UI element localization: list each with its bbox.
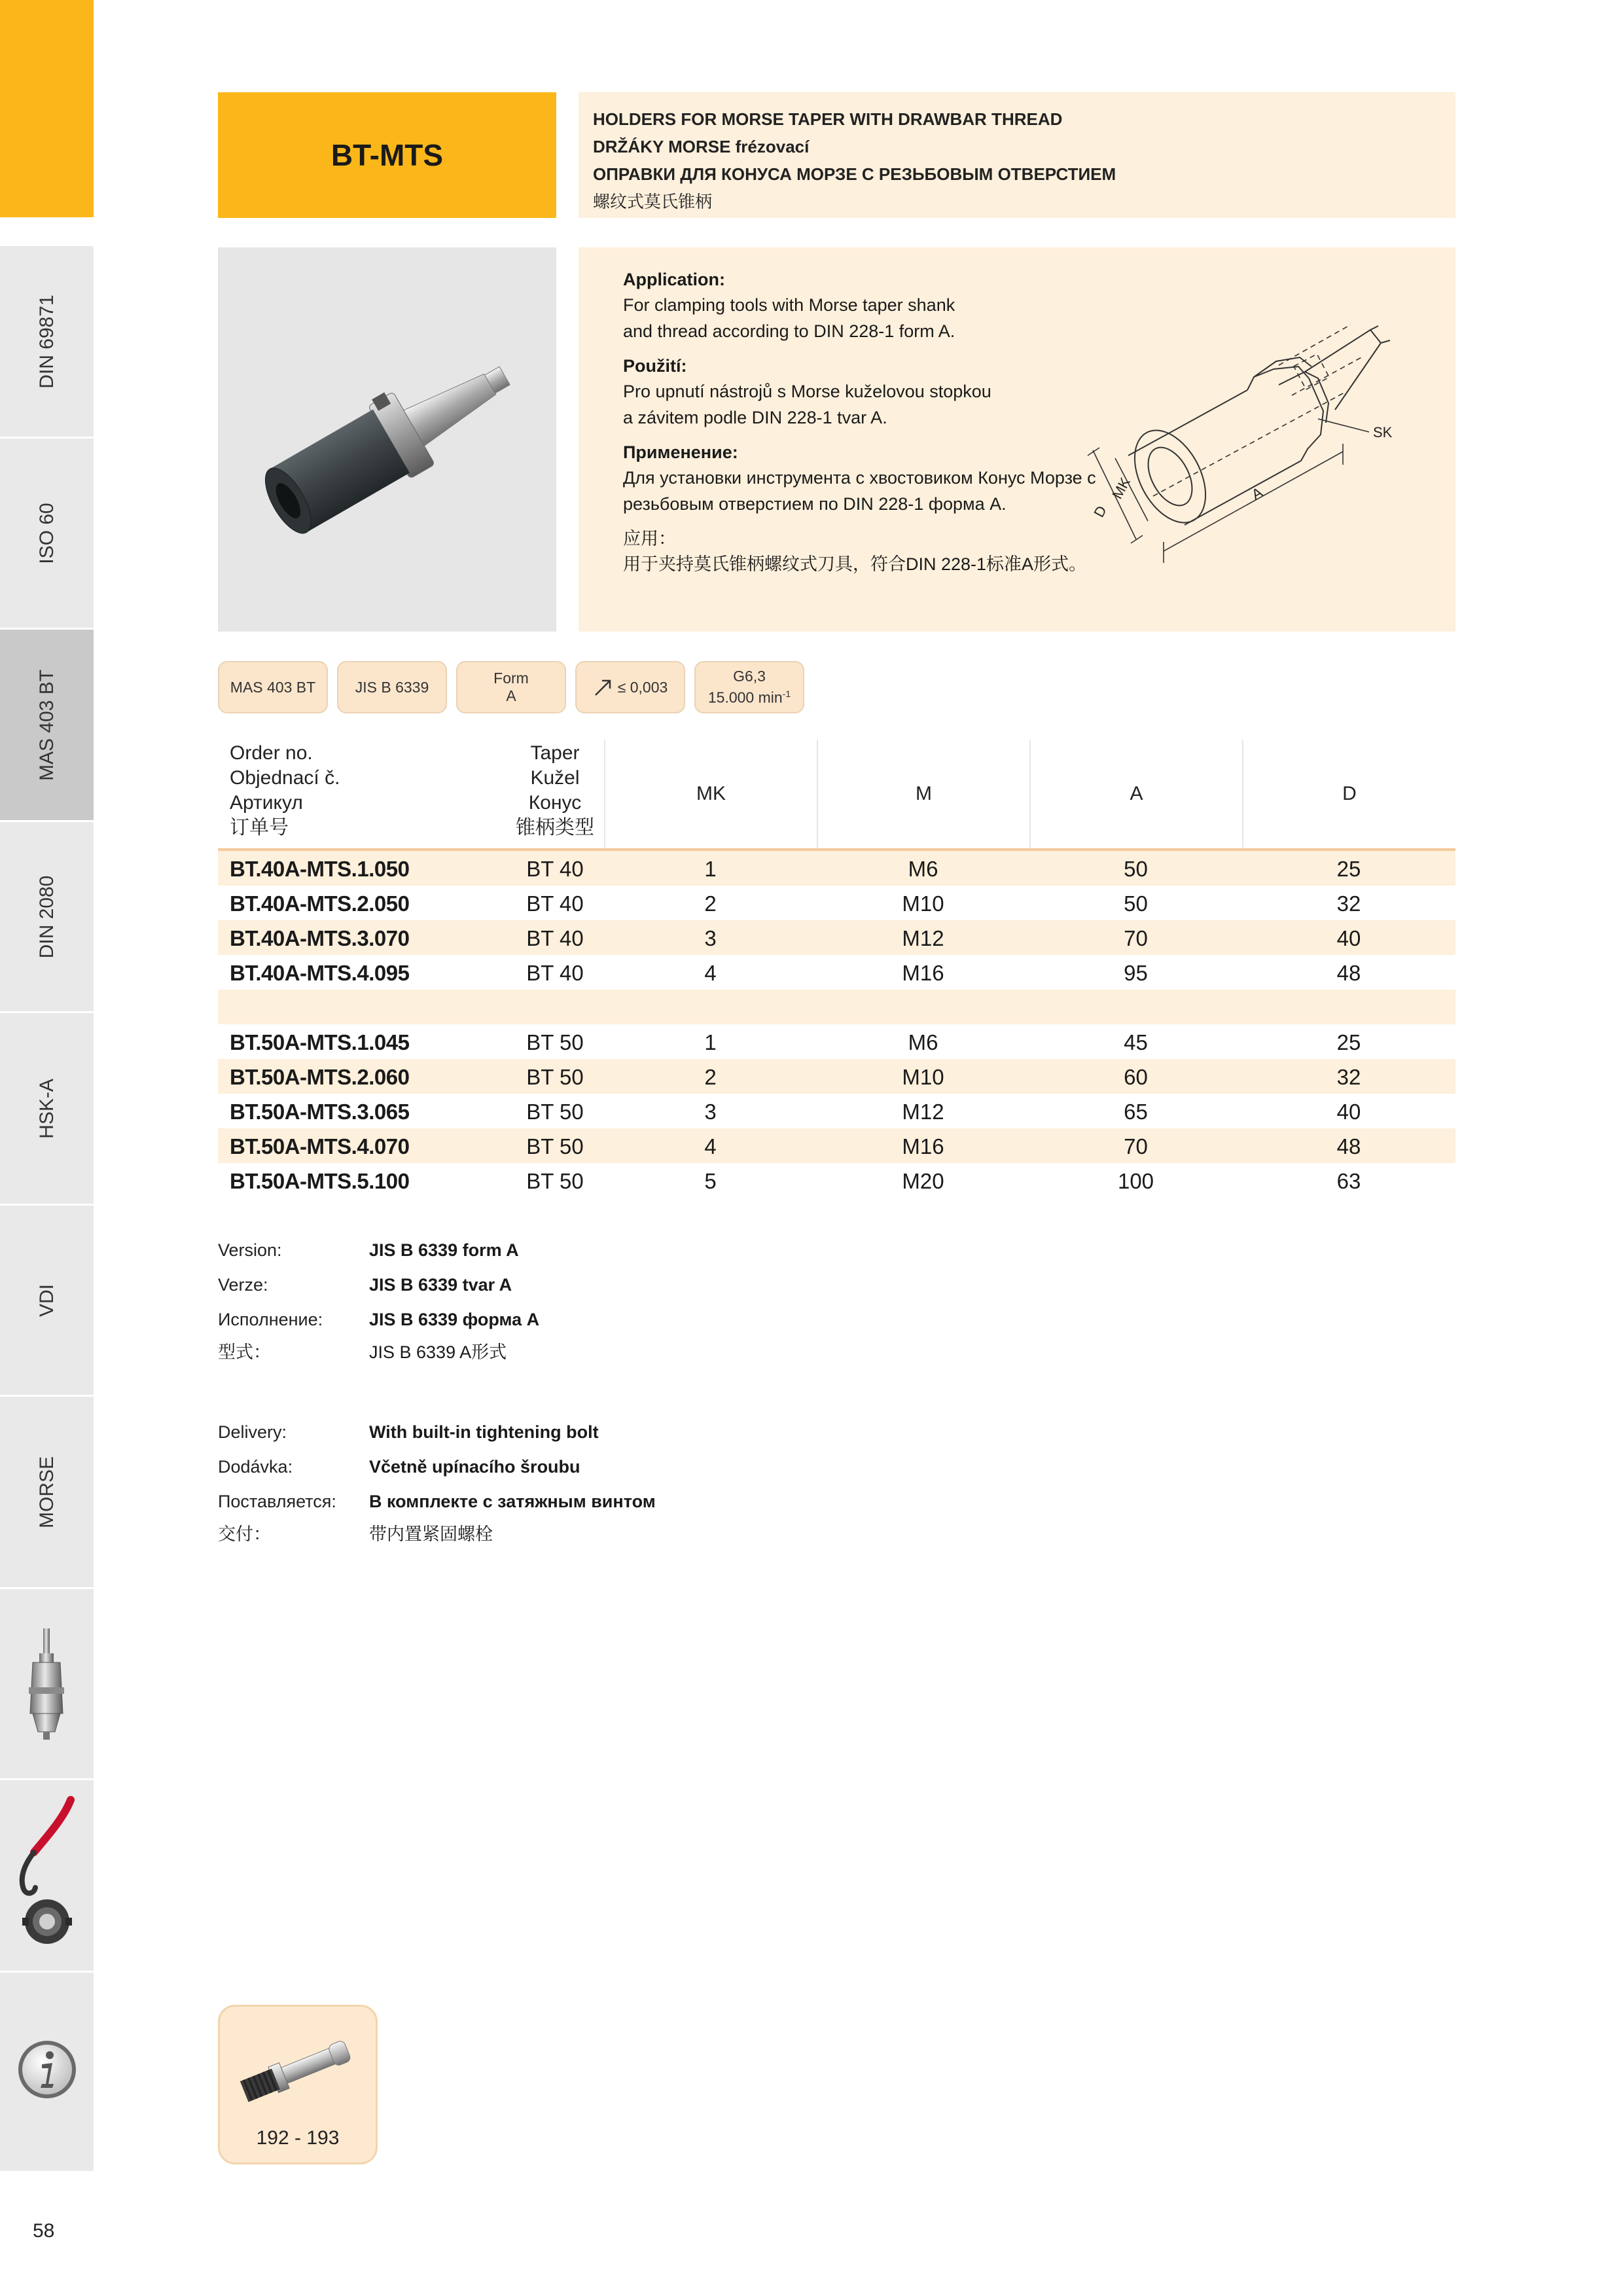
header-line: 锥柄类型 <box>516 817 594 838</box>
cell-d: 40 <box>1336 926 1361 950</box>
cell-m: M6 <box>908 857 938 881</box>
application-line: резьбовым отверстием по DIN 228-1 форма A. <box>623 494 1007 514</box>
version-label: Verze: <box>218 1275 268 1295</box>
pull-stud-icon <box>220 2007 376 2125</box>
cell-a: 70 <box>1124 926 1148 950</box>
version-label: Исполнение: <box>218 1310 323 1329</box>
product-photo <box>218 247 556 632</box>
tab-label: VDI <box>35 1283 58 1317</box>
cell-d: 25 <box>1336 1030 1361 1054</box>
cell-d: 32 <box>1336 1065 1361 1089</box>
table-row <box>218 1059 1455 1094</box>
application-heading-en: Application: <box>623 270 725 289</box>
cell-mk: 4 <box>704 1134 717 1158</box>
badge-text <box>708 685 791 707</box>
version-label: Version: <box>218 1240 282 1260</box>
version-value: JIS B 6339 form A <box>369 1240 519 1260</box>
cell-m: M10 <box>902 1065 944 1089</box>
delivery-value: With built-in tightening bolt <box>369 1422 599 1442</box>
hook-wrench-icon <box>0 1780 94 1973</box>
application-line: Pro upnutí nástrojů s Morse kuželovou stopkou <box>623 382 991 401</box>
cell-order: BT.50A-MTS.1.045 <box>230 1030 410 1054</box>
badge-mas-403-bt <box>218 661 328 713</box>
cell-order: BT.50A-MTS.2.060 <box>230 1065 410 1089</box>
delivery-label: 交付： <box>218 1524 271 1544</box>
cell-mk: 2 <box>704 1065 717 1089</box>
cell-m: M6 <box>908 1030 938 1054</box>
cell-mk: 5 <box>704 1169 717 1193</box>
info-icon <box>0 1973 94 2173</box>
cell-a: 60 <box>1124 1065 1148 1089</box>
badge-runout <box>575 661 685 713</box>
badge-speed-exponent: -1 <box>782 689 791 700</box>
title-cz: DRŽÁKY MORSE frézovací <box>593 137 810 156</box>
product-title-box <box>579 92 1455 218</box>
title-cn: 螺纹式莫氏锥柄 <box>593 192 713 211</box>
drawing-label-a: A <box>1249 484 1266 503</box>
title-ru: ОПРАВКИ ДЛЯ КОНУСА МОРЗЕ С РЕЗЬБОВЫМ ОТВЕРСТИЕМ <box>593 164 1116 184</box>
side-strip-accent <box>0 0 94 217</box>
product-code-box <box>218 92 556 218</box>
header-line: Kužel <box>530 767 580 789</box>
application-heading-ru: Применение: <box>623 442 738 462</box>
cell-m: M16 <box>902 961 944 985</box>
drawing-label-mk: MK <box>1109 475 1133 502</box>
cell-order: BT.40A-MTS.2.050 <box>230 891 410 916</box>
cell-taper: BT 50 <box>526 1169 584 1193</box>
table-body <box>218 851 1455 1198</box>
cell-order: BT.50A-MTS.5.100 <box>230 1169 410 1193</box>
version-value: JIS B 6339 A形式 <box>369 1342 507 1362</box>
drawing-label-d: D <box>1090 503 1110 520</box>
pull-stud-reference-link[interactable] <box>218 2005 378 2164</box>
application-line: 用于夹持莫氏锥柄螺纹式刀具，符合DIN 228-1标准A形式。 <box>623 554 1087 574</box>
delivery-label: Delivery: <box>218 1422 287 1442</box>
table-row <box>218 1094 1455 1128</box>
page-number: 58 <box>33 2220 55 2242</box>
header-mk: MK <box>604 740 817 848</box>
cell-m: M12 <box>902 926 944 950</box>
delivery-label: Dodávka: <box>218 1457 293 1477</box>
badge-speed: 15.000 min <box>707 689 783 706</box>
badge-form-a <box>456 661 566 713</box>
cell-mk: 3 <box>704 926 717 950</box>
cell-taper <box>506 990 604 1024</box>
cell-a: 50 <box>1124 891 1148 916</box>
cell-order: BT.50A-MTS.4.070 <box>230 1134 410 1158</box>
cell-d: 63 <box>1336 1169 1361 1193</box>
badge-jis-b-6339 <box>337 661 447 713</box>
cell-a: 50 <box>1124 857 1148 881</box>
tool-holder-photo <box>218 247 556 632</box>
table-row <box>218 955 1455 990</box>
table-row <box>218 920 1455 955</box>
cell-a: 45 <box>1124 1030 1148 1054</box>
application-heading-cz: Použití: <box>623 356 687 376</box>
cell-d <box>1242 990 1455 1024</box>
application-line: a závitem podle DIN 228-1 tvar A. <box>623 408 887 427</box>
tab-hsk-a[interactable] <box>0 1013 94 1206</box>
cell-taper: BT 50 <box>526 1134 584 1158</box>
technical-drawing <box>1082 280 1429 588</box>
cell-taper: BT 40 <box>526 857 584 881</box>
cell-taper: BT 40 <box>526 926 584 950</box>
header-line: Order no. <box>230 742 313 764</box>
header-a: A <box>1029 740 1242 848</box>
drawing-label-sk: SK <box>1373 424 1393 440</box>
table-spacer-row <box>218 990 1455 1024</box>
cell-mk: 4 <box>704 961 717 985</box>
delivery-value: В комплекте с затяжным винтом <box>369 1492 656 1511</box>
cell-d: 48 <box>1336 1134 1361 1158</box>
tab-label: DIN 69871 <box>35 294 58 389</box>
cell-taper: BT 40 <box>526 891 584 916</box>
header-line: Артикул <box>230 792 303 814</box>
cell-order: BT.40A-MTS.1.050 <box>230 857 410 881</box>
application-line: For clamping tools with Morse taper shank <box>623 295 955 315</box>
side-tab-strip <box>0 0 94 2173</box>
header-taper <box>506 740 604 848</box>
badge-text: MAS 403 BT <box>230 678 316 696</box>
tab-label: ISO 60 <box>35 502 58 564</box>
cell-a <box>1029 990 1242 1024</box>
version-value: JIS B 6339 tvar A <box>369 1275 512 1295</box>
cell-order: BT.40A-MTS.3.070 <box>230 926 410 950</box>
application-line: Для установки инструмента с хвостовиком Конус Морзе с <box>623 468 1096 488</box>
tab-din-69871[interactable] <box>0 246 94 439</box>
tab-drill-chuck[interactable] <box>0 1589 94 1780</box>
header-line: Objednací č. <box>230 767 340 789</box>
badge-balance <box>694 661 804 713</box>
cell-mk: 1 <box>704 1030 717 1054</box>
header-line: Конус <box>528 792 582 814</box>
cell-m: M20 <box>902 1169 944 1193</box>
tab-label: MAS 403 BT <box>35 669 58 781</box>
table-row <box>218 1128 1455 1163</box>
badge-text: JIS B 6339 <box>355 678 429 696</box>
badge-text: A <box>506 687 516 704</box>
tab-mas-403-bt[interactable] <box>0 630 94 822</box>
cell-taper: BT 40 <box>526 961 584 985</box>
runout-arrow-icon <box>593 677 614 698</box>
tab-label: DIN 2080 <box>35 875 58 958</box>
cell-order: BT.50A-MTS.3.065 <box>230 1100 410 1124</box>
cell-order: BT.40A-MTS.4.095 <box>230 961 410 985</box>
header-line: Taper <box>530 742 580 764</box>
tab-label: HSK-A <box>35 1078 58 1139</box>
tab-din-2080[interactable] <box>0 822 94 1013</box>
cell-a: 65 <box>1124 1100 1148 1124</box>
cell-d: 32 <box>1336 891 1361 916</box>
badge-text: ≤ 0,003 <box>617 678 668 696</box>
version-label: 型式： <box>218 1342 271 1362</box>
badge-text: G6,3 <box>733 668 766 685</box>
cell-mk: 2 <box>704 891 717 916</box>
cell-m <box>817 990 1029 1024</box>
header-order-no <box>218 740 506 848</box>
application-heading-cn: 应用： <box>623 529 676 548</box>
cell-d: 25 <box>1336 857 1361 881</box>
header-line: 订单号 <box>230 817 289 838</box>
cell-a: 95 <box>1124 961 1148 985</box>
delivery-value: 带内置紧固螺栓 <box>369 1524 493 1544</box>
cell-taper: BT 50 <box>526 1030 584 1054</box>
version-value: JIS B 6339 форма A <box>369 1310 540 1329</box>
product-table <box>218 740 1455 1198</box>
application-panel <box>579 247 1455 632</box>
delivery-value: Včetně upínacího šroubu <box>369 1457 580 1477</box>
table-header <box>218 740 1455 851</box>
header-d: D <box>1242 740 1455 848</box>
tab-morse[interactable] <box>0 1397 94 1589</box>
table-row <box>218 886 1455 920</box>
cell-a: 70 <box>1124 1134 1148 1158</box>
table-row <box>218 1163 1455 1198</box>
cell-mk: 1 <box>704 857 717 881</box>
application-text <box>623 267 1120 577</box>
header-m: M <box>817 740 1029 848</box>
cell-m: M10 <box>902 891 944 916</box>
cell-taper: BT 50 <box>526 1100 584 1124</box>
cell-mk: 3 <box>704 1100 717 1124</box>
reference-pages: 192 - 193 <box>256 2127 340 2149</box>
cell-d: 48 <box>1336 961 1361 985</box>
cell-d: 40 <box>1336 1100 1361 1124</box>
cell-order <box>218 990 506 1024</box>
title-en: HOLDERS FOR MORSE TAPER WITH DRAWBAR THREAD <box>593 109 1063 129</box>
tab-vdi[interactable] <box>0 1206 94 1397</box>
cell-a: 100 <box>1117 1169 1154 1193</box>
tab-label: MORSE <box>35 1456 58 1528</box>
drill-chuck-icon <box>0 1589 94 1780</box>
cell-mk <box>604 990 817 1024</box>
cell-m: M16 <box>902 1134 944 1158</box>
tab-hook-wrench[interactable] <box>0 1780 94 1973</box>
cell-taper: BT 50 <box>526 1065 584 1089</box>
delivery-label: Поставляется: <box>218 1492 336 1511</box>
cell-m: M12 <box>902 1100 944 1124</box>
table-row <box>218 851 1455 886</box>
tab-info[interactable] <box>0 1973 94 2173</box>
application-line: and thread according to DIN 228-1 form A. <box>623 321 955 341</box>
table-row <box>218 1024 1455 1059</box>
tab-iso-60[interactable] <box>0 439 94 630</box>
badge-text: Form <box>493 670 529 687</box>
product-code: BT-MTS <box>330 138 444 172</box>
